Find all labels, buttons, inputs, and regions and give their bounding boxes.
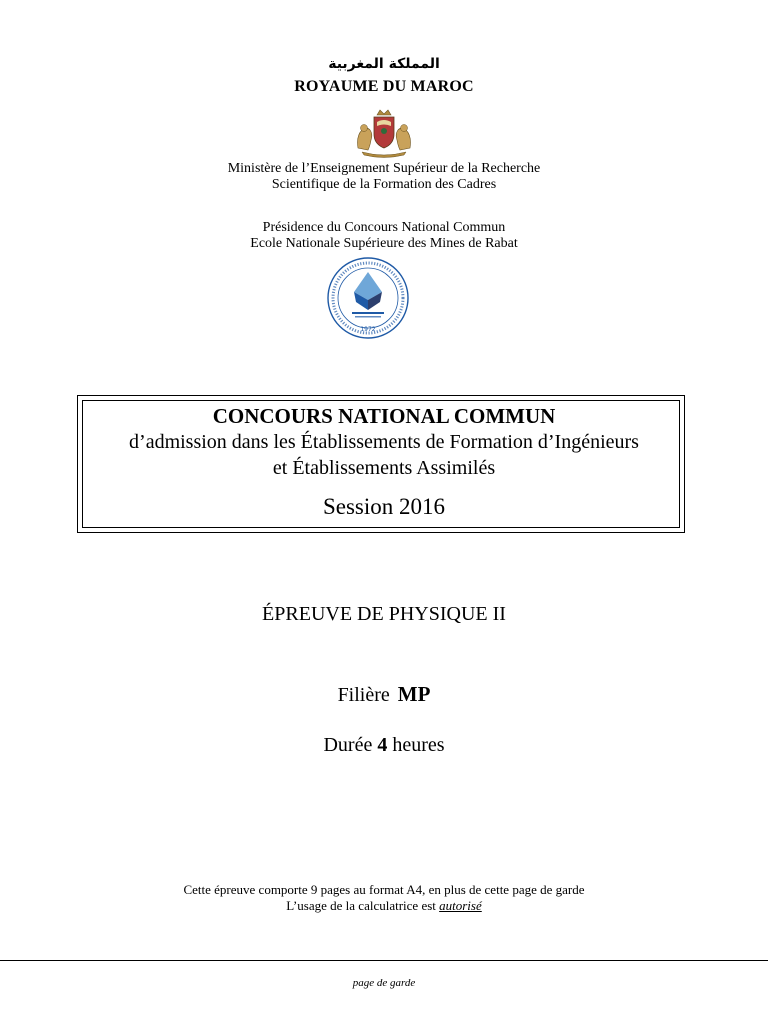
duration-value: 4 [377, 734, 388, 756]
duration-label: Durée [323, 734, 373, 756]
filiere-value: MP [397, 682, 431, 706]
contest-subtitle-1: d’admission dans les Établissements de Formation d’Ingénieurs [129, 431, 639, 453]
contest-subtitle-2: et Établissements Assimilés [272, 457, 496, 479]
contest-title: CONCOURS NATIONAL COMMUN [212, 404, 556, 428]
exam-name: ÉPREUVE DE PHYSIQUE II [262, 603, 506, 625]
pages-note: Cette épreuve comporte 9 pages au format A4, en plus de cette page de garde [183, 882, 585, 897]
duration-unit: heures [392, 734, 445, 756]
footer-label: page de garde [352, 977, 416, 989]
school-seal-icon [326, 256, 410, 340]
calculator-note-text: L’usage de la calculatrice est [286, 898, 436, 913]
filiere-label: Filière [337, 684, 390, 706]
ministry-line-2: Scientifique de la Formation des Cadres [271, 177, 497, 192]
filiere-line [0, 682, 768, 707]
presidence-line-1: Présidence du Concours National Commun [262, 220, 506, 235]
presidence-line-2: Ecole Nationale Supérieure des Mines de Rabat [250, 236, 518, 251]
school-seal-year: 1972 [360, 326, 376, 333]
calculator-note [0, 898, 768, 914]
coat-of-arms-icon [344, 106, 424, 158]
session-label: Session 2016 [322, 494, 446, 519]
duration-line [0, 734, 768, 757]
arabic-kingdom-title: المملكة المغربية [328, 56, 440, 72]
calculator-authorized: autorisé [439, 898, 482, 913]
kingdom-title: ROYAUME DU MAROC [294, 78, 474, 95]
ministry-line-1: Ministère de l’Enseignement Supérieur de la Recherche [227, 161, 541, 176]
footer-divider [0, 960, 768, 961]
